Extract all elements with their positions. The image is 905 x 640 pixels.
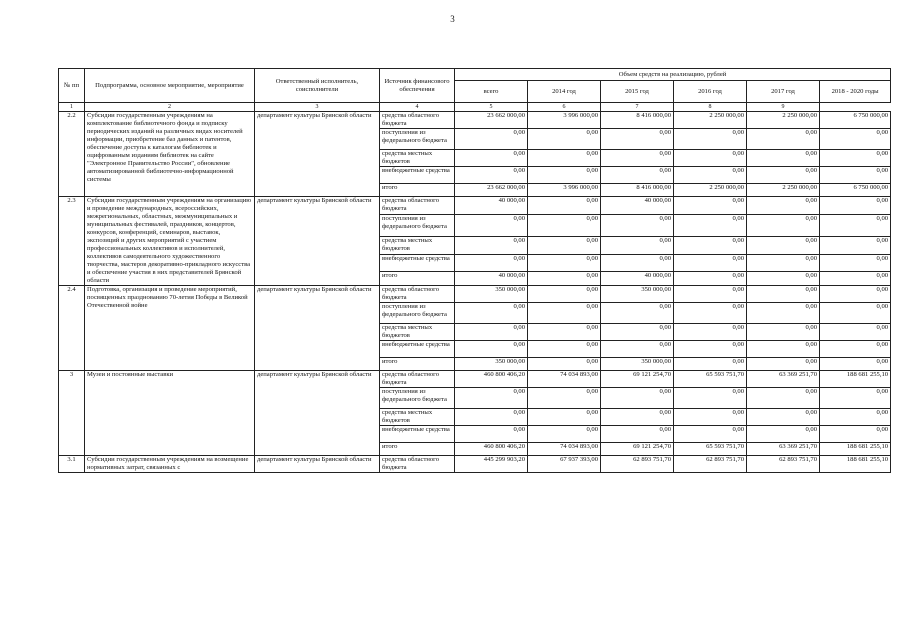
amount-cell: 0,00 bbox=[820, 388, 891, 409]
amount-cell: 65 593 751,70 bbox=[674, 443, 747, 456]
amount-cell: 0,00 bbox=[601, 150, 674, 167]
funding-source: поступления из федерального бюджета bbox=[380, 129, 455, 150]
executor: департамент культуры Брянской области bbox=[255, 286, 380, 371]
amount-cell: 0,00 bbox=[601, 254, 674, 272]
header-col-number: 4 bbox=[380, 103, 455, 112]
amount-cell: 0,00 bbox=[820, 254, 891, 272]
amount-cell: 0,00 bbox=[820, 214, 891, 236]
funding-source: средства местных бюджетов bbox=[380, 150, 455, 167]
amount-cell: 0,00 bbox=[674, 272, 747, 286]
amount-cell: 0,00 bbox=[820, 426, 891, 443]
funding-source: средства местных бюджетов bbox=[380, 324, 455, 341]
amount-cell: 0,00 bbox=[747, 167, 820, 184]
executor: департамент культуры Брянской области bbox=[255, 112, 380, 197]
amount-cell: 0,00 bbox=[601, 341, 674, 358]
measure-title: Субсидии государственным учреждениям на комплектование библиотечного фонда и подписку периодических изданий на различных видах носителей информации, приобретение баз данных и патентов, обеспечение доступа к каталогам библиотек и оцифрованным изданиям библиотек на сайте "Электронное Правительство России", обновление автоматизированной библиотечно-информационной системы bbox=[85, 112, 255, 197]
amount-cell: 0,00 bbox=[528, 426, 601, 443]
amount-cell: 23 662 000,00 bbox=[455, 112, 528, 129]
amount-cell: 0,00 bbox=[747, 197, 820, 215]
amount-cell: 0,00 bbox=[455, 214, 528, 236]
table-row bbox=[59, 286, 891, 303]
funding-source: поступления из федерального бюджета bbox=[380, 214, 455, 236]
amount-cell: 0,00 bbox=[820, 358, 891, 371]
amount-cell: 0,00 bbox=[528, 409, 601, 426]
funding-source: итого bbox=[380, 358, 455, 371]
amount-cell: 62 893 751,70 bbox=[674, 456, 747, 473]
funding-source: внебюджетные средства bbox=[380, 254, 455, 272]
amount-cell: 0,00 bbox=[820, 341, 891, 358]
amount-cell: 65 593 751,70 bbox=[674, 371, 747, 388]
amount-cell: 0,00 bbox=[455, 426, 528, 443]
amount-cell: 0,00 bbox=[674, 324, 747, 341]
amount-cell: 0,00 bbox=[674, 388, 747, 409]
amount-cell: 0,00 bbox=[528, 388, 601, 409]
amount-cell: 460 800 406,20 bbox=[455, 443, 528, 456]
amount-cell: 2 250 000,00 bbox=[674, 112, 747, 129]
row-number: 2.3 bbox=[59, 197, 85, 286]
amount-cell: 62 893 751,70 bbox=[747, 456, 820, 473]
executor: департамент культуры Брянской области bbox=[255, 197, 380, 286]
amount-cell: 350 000,00 bbox=[455, 286, 528, 303]
amount-cell: 0,00 bbox=[528, 167, 601, 184]
amount-cell: 0,00 bbox=[674, 197, 747, 215]
amount-cell: 0,00 bbox=[601, 129, 674, 150]
header-year: 2017 год bbox=[747, 81, 820, 103]
amount-cell: 0,00 bbox=[674, 303, 747, 324]
amount-cell: 350 000,00 bbox=[601, 286, 674, 303]
row-number: 3.1 bbox=[59, 456, 85, 473]
funding-source: средства областного бюджета bbox=[380, 286, 455, 303]
amount-cell: 0,00 bbox=[820, 167, 891, 184]
amount-cell: 2 250 000,00 bbox=[747, 184, 820, 197]
funding-source: итого bbox=[380, 443, 455, 456]
amount-cell: 3 996 000,00 bbox=[528, 184, 601, 197]
funding-source: внебюджетные средства bbox=[380, 167, 455, 184]
amount-cell: 0,00 bbox=[528, 214, 601, 236]
funding-source: средства местных бюджетов bbox=[380, 236, 455, 254]
row-number: 2.4 bbox=[59, 286, 85, 371]
header-col-number: 9 bbox=[747, 103, 820, 112]
amount-cell: 0,00 bbox=[747, 150, 820, 167]
amount-cell: 69 121 254,70 bbox=[601, 371, 674, 388]
amount-cell: 0,00 bbox=[820, 286, 891, 303]
funding-source: поступления из федерального бюджета bbox=[380, 303, 455, 324]
amount-cell: 0,00 bbox=[820, 129, 891, 150]
amount-cell: 0,00 bbox=[747, 214, 820, 236]
measure-title: Субсидии государственным учреждениям на организацию и проведение международных, всероссийских, межрегиональных, областных, межмуниципальных и муниципальных фестивалей, праздников, концертов, конкурсов, конференций, семинаров, выставок, экспозиций и других мероприятий с участием профессиональных коллективов и исполнителей, коллективов самодеятельного художественного творчества, мастеров декоративно-прикладного искусства и обеспечение участия в них представителей Брянской области bbox=[85, 197, 255, 286]
funding-table bbox=[58, 68, 891, 473]
amount-cell: 0,00 bbox=[674, 167, 747, 184]
amount-cell: 0,00 bbox=[528, 272, 601, 286]
header-program: Подпрограмма, основное мероприятие, мероприятие bbox=[85, 69, 255, 103]
amount-cell: 0,00 bbox=[455, 388, 528, 409]
amount-cell: 0,00 bbox=[455, 150, 528, 167]
amount-cell: 8 416 000,00 bbox=[601, 112, 674, 129]
amount-cell: 445 299 903,20 bbox=[455, 456, 528, 473]
funding-source: средства областного бюджета bbox=[380, 112, 455, 129]
amount-cell: 0,00 bbox=[528, 254, 601, 272]
amount-cell: 0,00 bbox=[674, 358, 747, 371]
amount-cell: 6 750 000,00 bbox=[820, 112, 891, 129]
page-number: 3 bbox=[450, 14, 455, 24]
measure-title: Субсидии государственным учреждениям на возмещение нормативных затрат, связанных с bbox=[85, 456, 255, 473]
amount-cell: 74 034 893,00 bbox=[528, 371, 601, 388]
funding-source: средства областного бюджета bbox=[380, 197, 455, 215]
header-col-number: 6 bbox=[528, 103, 601, 112]
header-col-number: 8 bbox=[674, 103, 747, 112]
header-col-number: 2 bbox=[85, 103, 255, 112]
amount-cell: 0,00 bbox=[455, 409, 528, 426]
amount-cell: 188 681 255,10 bbox=[820, 443, 891, 456]
funding-source: средства местных бюджетов bbox=[380, 409, 455, 426]
amount-cell: 0,00 bbox=[528, 324, 601, 341]
amount-cell: 0,00 bbox=[674, 236, 747, 254]
amount-cell: 0,00 bbox=[528, 197, 601, 215]
amount-cell: 0,00 bbox=[820, 409, 891, 426]
amount-cell: 0,00 bbox=[747, 236, 820, 254]
funding-source: итого bbox=[380, 272, 455, 286]
amount-cell: 2 250 000,00 bbox=[747, 112, 820, 129]
amount-cell: 0,00 bbox=[747, 272, 820, 286]
amount-cell: 3 996 000,00 bbox=[528, 112, 601, 129]
amount-cell: 0,00 bbox=[747, 303, 820, 324]
amount-cell: 74 034 893,00 bbox=[528, 443, 601, 456]
amount-cell: 0,00 bbox=[747, 129, 820, 150]
amount-cell: 0,00 bbox=[601, 409, 674, 426]
executor: департамент культуры Брянской области bbox=[255, 456, 380, 473]
header-col-number: 5 bbox=[455, 103, 528, 112]
table-row bbox=[59, 197, 891, 215]
table-row bbox=[59, 456, 891, 473]
amount-cell: 40 000,00 bbox=[601, 197, 674, 215]
amount-cell: 0,00 bbox=[674, 409, 747, 426]
amount-cell: 0,00 bbox=[747, 409, 820, 426]
amount-cell: 0,00 bbox=[747, 254, 820, 272]
measure-title: Подготовка, организация и проведение мероприятий, посвященных празднованию 70-летия Победы в Великой Отечественной войне bbox=[85, 286, 255, 371]
header-year: 2016 год bbox=[674, 81, 747, 103]
table-row bbox=[59, 371, 891, 388]
measure-title: Музеи и постоянные выставки bbox=[85, 371, 255, 456]
amount-cell: 0,00 bbox=[528, 150, 601, 167]
amount-cell: 0,00 bbox=[820, 197, 891, 215]
amount-cell: 0,00 bbox=[674, 286, 747, 303]
funding-source: внебюджетные средства bbox=[380, 341, 455, 358]
amount-cell: 40 000,00 bbox=[601, 272, 674, 286]
amount-cell: 0,00 bbox=[747, 324, 820, 341]
amount-cell: 0,00 bbox=[674, 129, 747, 150]
amount-cell: 2 250 000,00 bbox=[674, 184, 747, 197]
amount-cell: 40 000,00 bbox=[455, 272, 528, 286]
amount-cell: 69 121 254,70 bbox=[601, 443, 674, 456]
amount-cell: 23 662 000,00 bbox=[455, 184, 528, 197]
amount-cell: 0,00 bbox=[528, 341, 601, 358]
amount-cell: 0,00 bbox=[528, 286, 601, 303]
amount-cell: 40 000,00 bbox=[455, 197, 528, 215]
amount-cell: 0,00 bbox=[528, 303, 601, 324]
amount-cell: 0,00 bbox=[747, 286, 820, 303]
amount-cell: 0,00 bbox=[820, 150, 891, 167]
amount-cell: 0,00 bbox=[455, 303, 528, 324]
amount-cell: 0,00 bbox=[820, 324, 891, 341]
amount-cell: 0,00 bbox=[674, 426, 747, 443]
amount-cell: 0,00 bbox=[747, 358, 820, 371]
amount-cell: 0,00 bbox=[674, 341, 747, 358]
amount-cell: 0,00 bbox=[820, 236, 891, 254]
amount-cell: 63 369 251,70 bbox=[747, 443, 820, 456]
amount-cell: 0,00 bbox=[601, 214, 674, 236]
amount-cell: 0,00 bbox=[528, 358, 601, 371]
amount-cell: 0,00 bbox=[455, 129, 528, 150]
table-row bbox=[59, 112, 891, 129]
amount-cell: 188 681 255,10 bbox=[820, 371, 891, 388]
row-number: 2.2 bbox=[59, 112, 85, 197]
amount-cell: 0,00 bbox=[601, 324, 674, 341]
header-year: всего bbox=[455, 81, 528, 103]
amount-cell: 0,00 bbox=[674, 150, 747, 167]
amount-cell: 350 000,00 bbox=[601, 358, 674, 371]
amount-cell: 0,00 bbox=[455, 324, 528, 341]
amount-cell: 0,00 bbox=[455, 167, 528, 184]
amount-cell: 0,00 bbox=[747, 388, 820, 409]
amount-cell: 0,00 bbox=[455, 341, 528, 358]
amount-cell: 0,00 bbox=[820, 272, 891, 286]
amount-cell: 63 369 251,70 bbox=[747, 371, 820, 388]
header-num: № пп bbox=[59, 69, 85, 103]
amount-cell: 188 681 255,10 bbox=[820, 456, 891, 473]
amount-cell: 0,00 bbox=[455, 236, 528, 254]
header-amount: Объем средств на реализацию, рублей bbox=[455, 69, 891, 81]
header-year: 2018 - 2020 годы bbox=[820, 81, 891, 103]
amount-cell: 67 937 393,00 bbox=[528, 456, 601, 473]
funding-source: средства областного бюджета bbox=[380, 456, 455, 473]
amount-cell: 0,00 bbox=[528, 129, 601, 150]
amount-cell: 0,00 bbox=[601, 167, 674, 184]
header-col-number: 1 bbox=[59, 103, 85, 112]
amount-cell: 0,00 bbox=[601, 236, 674, 254]
amount-cell: 460 800 406,20 bbox=[455, 371, 528, 388]
amount-cell: 62 893 751,70 bbox=[601, 456, 674, 473]
amount-cell: 0,00 bbox=[455, 254, 528, 272]
row-number: 3 bbox=[59, 371, 85, 456]
amount-cell: 0,00 bbox=[601, 388, 674, 409]
header-col-number: 3 bbox=[255, 103, 380, 112]
amount-cell: 0,00 bbox=[747, 341, 820, 358]
header-year: 2015 год bbox=[601, 81, 674, 103]
amount-cell: 350 000,00 bbox=[455, 358, 528, 371]
header-executor: Ответственный исполнитель, соисполнители bbox=[255, 69, 380, 103]
funding-source: итого bbox=[380, 184, 455, 197]
header-year: 2014 год bbox=[528, 81, 601, 103]
amount-cell: 8 416 000,00 bbox=[601, 184, 674, 197]
header-source: Источник финансового обеспечения bbox=[380, 69, 455, 103]
funding-source: внебюджетные средства bbox=[380, 426, 455, 443]
amount-cell: 0,00 bbox=[747, 426, 820, 443]
header-col-number: 7 bbox=[601, 103, 674, 112]
executor: департамент культуры Брянской области bbox=[255, 371, 380, 456]
funding-source: средства областного бюджета bbox=[380, 371, 455, 388]
amount-cell: 6 750 000,00 bbox=[820, 184, 891, 197]
amount-cell: 0,00 bbox=[674, 214, 747, 236]
amount-cell: 0,00 bbox=[820, 303, 891, 324]
funding-source: поступления из федерального бюджета bbox=[380, 388, 455, 409]
amount-cell: 0,00 bbox=[601, 426, 674, 443]
amount-cell: 0,00 bbox=[601, 303, 674, 324]
amount-cell: 0,00 bbox=[528, 236, 601, 254]
amount-cell: 0,00 bbox=[674, 254, 747, 272]
